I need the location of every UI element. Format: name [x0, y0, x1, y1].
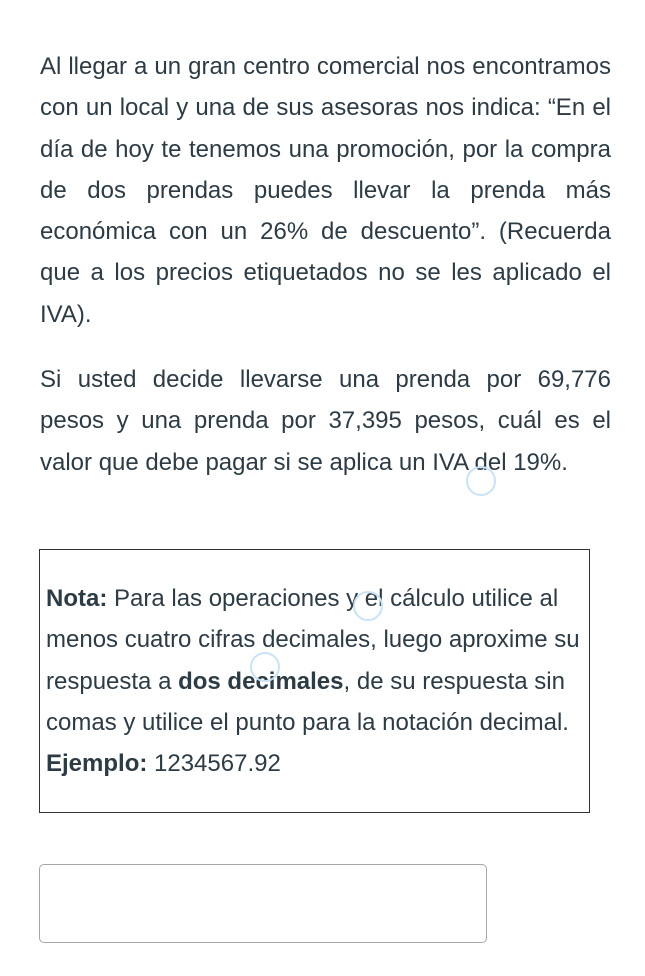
answer-input[interactable]	[39, 864, 487, 943]
question-paragraph-2: Si usted decide llevarse una prenda por 69,776 pesos y una prenda por 37,395 pesos, cuál es el valor que debe pagar si se aplica un IVA del 19%.	[40, 366, 611, 476]
note-text-2: , de su respuesta sin comas y utilice el punto para la notación decimal.	[46, 667, 569, 736]
note-label: Nota:	[46, 585, 108, 612]
question-paragraph-1: Al llegar a un gran centro comercial nos encontramos con un local y una de sus asesoras nos indica: “En el día de hoy te tenemos una promoción, por la compra de dos prendas puedes llevar la prenda más económica con un 26% de descuento”. (Recuerda que a los precios etiquetados no se les aplicado el IVA).	[40, 53, 611, 328]
note-text-1: Para las operaciones y el cálculo utilice al menos cuatro cifras decimales, luego aproxime su respuesta a	[46, 585, 580, 695]
note-example-value: 1234567.92	[147, 750, 281, 778]
note-box	[39, 549, 590, 813]
note-bold-dos-decimales: dos decimales	[178, 667, 344, 695]
question-text	[40, 46, 611, 483]
note-example-label: Ejemplo:	[46, 750, 148, 778]
